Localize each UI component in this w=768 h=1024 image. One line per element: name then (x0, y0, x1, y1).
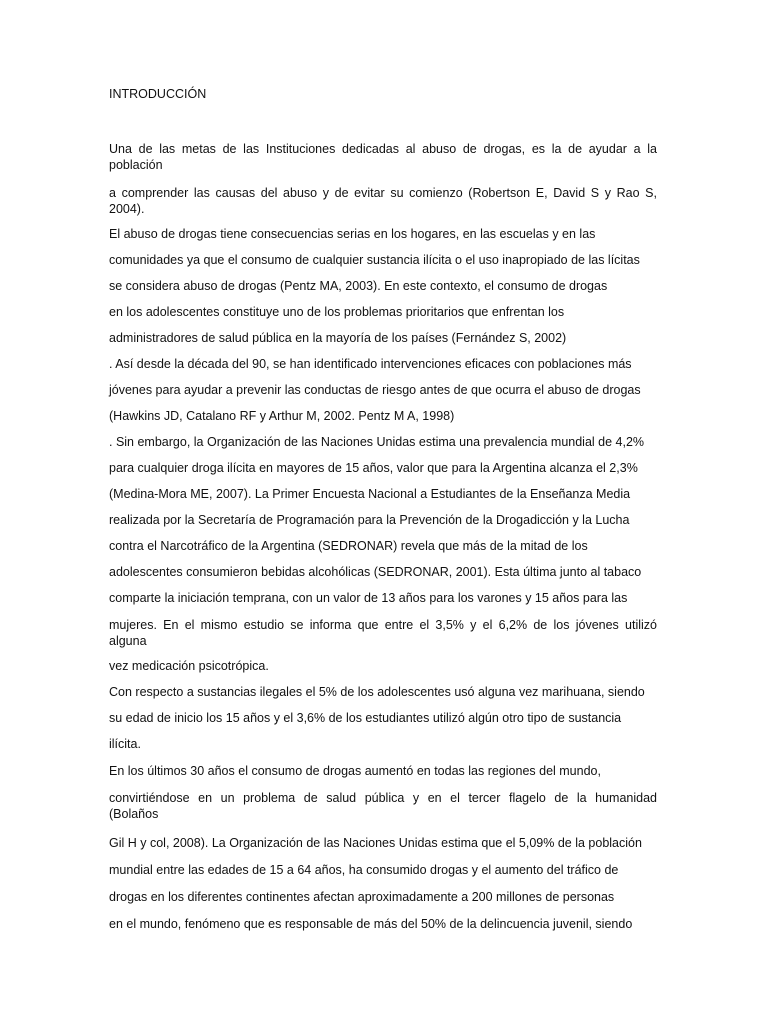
text-line: El abuso de drogas tiene consecuencias serias en los hogares, en las escuelas y en las (109, 227, 596, 241)
text-line: mundial entre las edades de 15 a 64 años, ha consumido drogas y el aumento del tráfico de (109, 863, 619, 877)
text-line: su edad de inicio los 15 años y el 3,6% de los estudiantes utilizó algún otro tipo de sustancia (109, 711, 622, 725)
text-line: (Medina-Mora ME, 2007). La Primer Encuesta Nacional a Estudiantes de la Enseñanza Media (109, 487, 631, 501)
text-line: mujeres. En el mismo estudio se informa que entre el 3,5% y el 6,2% de los jóvenes utilizó (109, 618, 657, 632)
text-line: vez medicación psicotrópica. (109, 659, 269, 673)
text-line: 2004). (109, 202, 145, 216)
text-line: alguna (109, 634, 147, 648)
text-line: En los últimos 30 años el consumo de drogas aumentó en todas las regiones del mundo, (109, 764, 601, 778)
text-line: . Así desde la década del 90, se han identificado intervenciones eficaces con poblaciones más (109, 357, 632, 371)
text-line: convirtiéndose en un problema de salud pública y en el tercer flagelo de la humanidad (109, 791, 657, 805)
text-line: adolescentes consumieron bebidas alcohólicas (SEDRONAR, 2001). Esta última junto al tabaco (109, 565, 642, 579)
text-line: para cualquier droga ilícita en mayores de 15 años, valor que para la Argentina alcanza el 2,3% (109, 461, 638, 475)
text-line: drogas en los diferentes continentes afectan aproximadamente a 200 millones de personas (109, 890, 615, 904)
text-line: a comprender las causas del abuso y de evitar su comienzo (Robertson E, David S y Rao S, (109, 186, 657, 200)
text-line: población (109, 158, 163, 172)
text-line: (Bolaños (109, 807, 159, 821)
text-line: (Hawkins JD, Catalano RF y Arthur M, 2002. Pentz M A, 1998) (109, 409, 455, 423)
text-line: ilícita. (109, 737, 141, 751)
section-heading: INTRODUCCIÓN (109, 87, 207, 101)
text-line: Una de las metas de las Instituciones dedicadas al abuso de drogas, es la de ayudar a la (109, 142, 657, 156)
text-line: se considera abuso de drogas (Pentz MA, 2003). En este contexto, el consumo de drogas (109, 279, 608, 293)
text-line: contra el Narcotráfico de la Argentina (SEDRONAR) revela que más de la mitad de los (109, 539, 588, 553)
text-line: en los adolescentes constituye uno de los problemas prioritarios que enfrentan los (109, 305, 565, 319)
text-line: comunidades ya que el consumo de cualquier sustancia ilícita o el uso inapropiado de las lícitas (109, 253, 640, 267)
text-line: jóvenes para ayudar a prevenir las conductas de riesgo antes de que ocurra el abuso de drogas (109, 383, 641, 397)
text-line: en el mundo, fenómeno que es responsable de más del 50% de la delincuencia juvenil, siendo (109, 917, 633, 931)
text-line: administradores de salud pública en la mayoría de los países (Fernández S, 2002) (109, 331, 567, 345)
text-line: . Sin embargo, la Organización de las Naciones Unidas estima una prevalencia mundial de 4,2% (109, 435, 645, 449)
text-line: Con respecto a sustancias ilegales el 5% de los adolescentes usó alguna vez marihuana, siendo (109, 685, 645, 699)
text-line: Gil H y col, 2008). La Organización de las Naciones Unidas estima que el 5,09% de la población (109, 836, 642, 850)
text-line: comparte la iniciación temprana, con un valor de 13 años para los varones y 15 años para las (109, 591, 628, 605)
text-line: realizada por la Secretaría de Programación para la Prevención de la Drogadicción y la Lucha (109, 513, 630, 527)
